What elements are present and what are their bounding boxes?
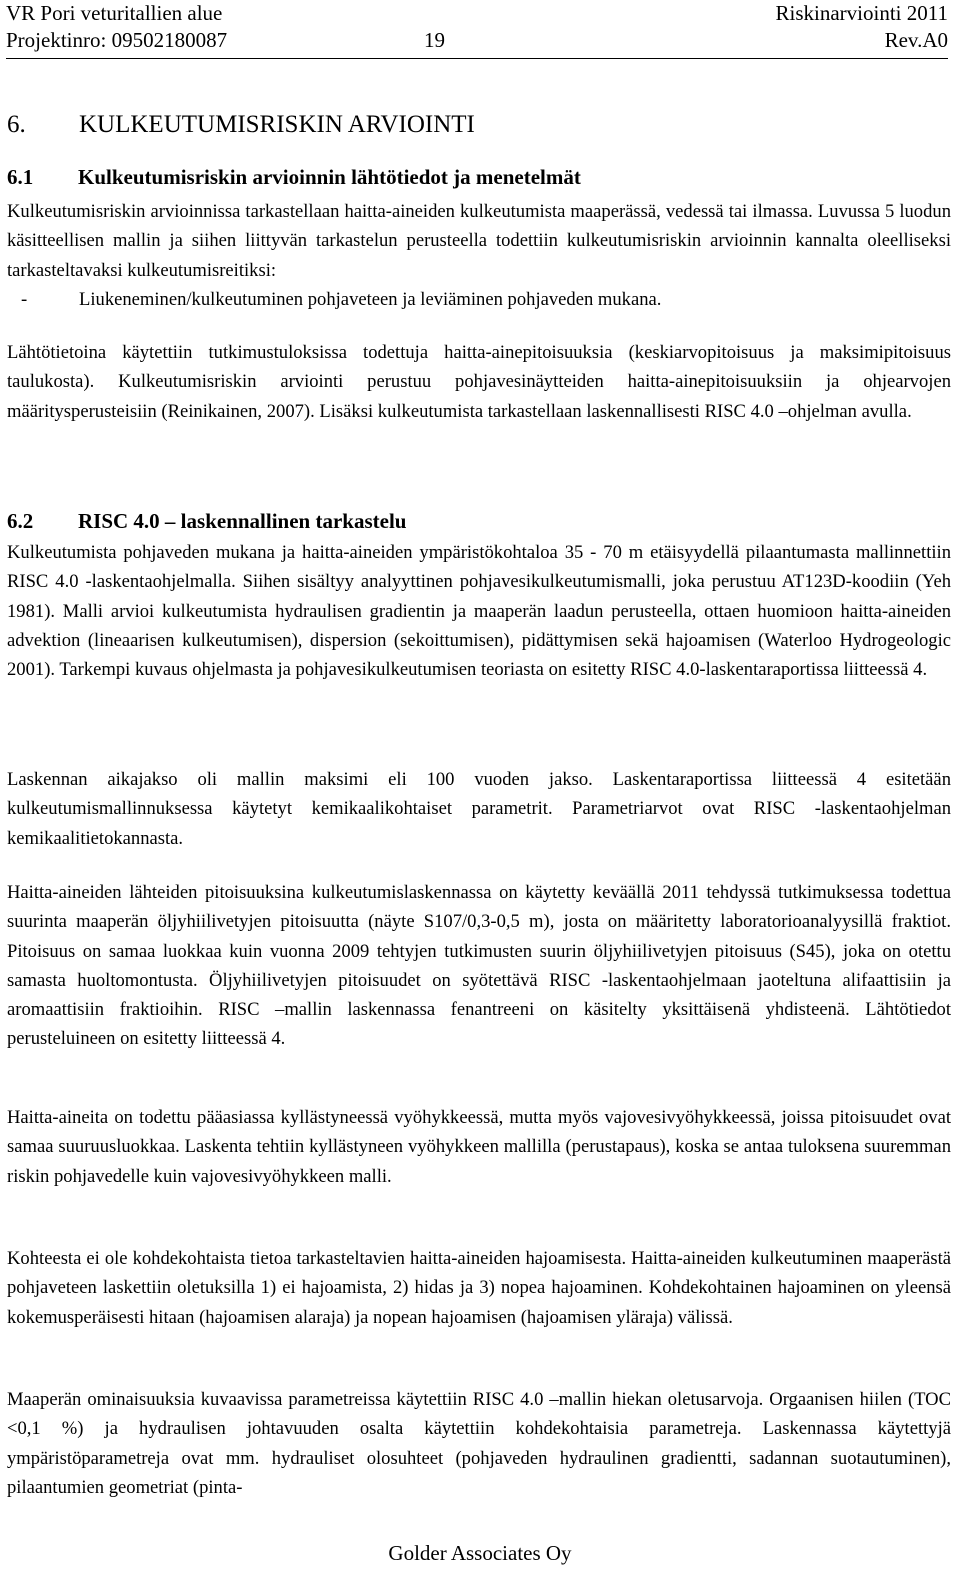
section-6-1-heading: [7, 164, 581, 190]
paragraph-degradation: Kohteesta ei ole kohdekohtaista tietoa tarkasteltavien haitta-aineiden hajoamisesta. Haitta-aineiden kulkeutuminen maaperästä pohjaveteen laskettiin oletuksilla 1) ei hajoamista, 2) hidas ja 3) nopea hajoaminen. Kohdekohtainen hajoaminen on yleensä kokemusperäisesti hitaan (hajoamisen alaraja) ja nopean hajoamisen (hajoamisen yläraja) välissä.: [7, 1248, 951, 1328]
paragraph-6-1-intro: Kulkeutumisriskin arvioinnissa tarkastellaan haitta-aineiden kulkeutumista maaperässä, vedessä tai ilmassa. Luvussa 5 luodun käsitteellisen mallin ja siihen liittyvän tarkastelun perusteella todettiin kulkeutumisriskin arvioinnin kannalta oleelliseksi tarkasteltavaksi kulkeutumisreitiksi:: [7, 201, 951, 281]
header-row-1: [6, 0, 948, 27]
paragraph-6-1-source-data: Lähtötietoina käytettiin tutkimustuloksissa todettuja haitta-ainepitoisuuksia (keskiarvopitoisuus ja maksimipitoisuus taulukosta). Kulkeutumisriskin arviointi perustuu pohjavesinäytteiden haitta-ainepitoisuuksiin ja ohjearvojen määritysperusteisiin (Reinikainen, 2007). Lisäksi kulkeutumista tarkastellaan laskennallisesti RISC 4.0 –ohjelman avulla.: [7, 342, 951, 422]
section-6-title: KULKEUTUMISRISKIN ARVIOINTI: [79, 111, 475, 138]
paragraph-time-period: Laskennan aikajakso oli mallin maksimi eli 100 vuoden jakso. Laskentaraportissa liitteessä 4 esitetään kulkeutumismallinnuksessa käytetyt kemikaalikohtaiset parametrit. Parametriarvot ovat RISC -laskentaohjelman kemikaalitietokannasta.: [7, 769, 951, 849]
paragraph-risc-model: Kulkeutumista pohjaveden mukana ja haitta-aineiden ympäristökohtaloa 35 - 70 m etäisyydellä pilaantumasta mallinnettiin RISC 4.0 -laskentaohjelmalla. Siihen sisältyy analyyttinen pohjavesikulkeutumismalli, joka perustuu AT123D-koodiin (Yeh 1981). Malli arvioi kulkeutumista hydraulisen gradientin ja maaperän laadun perusteella, ottaen huomioon haitta-aineiden advektion (lineaarisen kulkeutumisen), dispersion (sekoittumisen), pidättymisen sekä hajoamisen (Waterloo Hydrogeologic 2001). Tarkempi kuvaus ohjelmasta ja pohjavesikulkeutumisen teoriasta on esitetty RISC 4.0-laskentaraportissa liitteessä 4.: [7, 542, 951, 681]
bullet-dash: -: [21, 289, 28, 310]
page-number: 19: [424, 28, 445, 52]
section-6-2-title: RISC 4.0 – laskennallinen tarkastelu: [78, 509, 407, 533]
section-6-number: 6.: [7, 111, 26, 138]
bullet-text: Liukeneminen/kulkeutuminen pohjaveteen ja leviäminen pohjaveden mukana.: [79, 289, 662, 310]
page-footer: Golder Associates Oy: [388, 1541, 572, 1565]
paragraph-saturated-zone: Haitta-aineita on todettu pääasiassa kyllästyneessä vyöhykkeessä, mutta myös vajovesivyöhykkeessä, joissa pitoisuudet ovat samaa suuruusluokkaa. Laskenta tehtiin kyllästyneen vyöhykkeen mallilla (perustapaus), koska se antaa tuloksena suuremman riskin pohjavedelle kuin vajovesivyöhykkeen malli.: [7, 1107, 951, 1187]
section-6-heading: [7, 110, 475, 140]
site-name: VR Pori veturitallien alue: [6, 1, 223, 25]
project-number: Projektinro: 09502180087: [6, 28, 228, 52]
bullet-item: [7, 285, 951, 314]
section-6-2-number: 6.2: [7, 509, 34, 533]
revision: Rev.A0: [884, 28, 948, 52]
report-title: Riskinarviointi 2011: [775, 1, 948, 25]
section-6-2-heading: [7, 508, 406, 534]
paragraph-source-concentrations: Haitta-aineiden lähteiden pitoisuuksina kulkeutumislaskennassa on käytetty keväällä 2011 tehdyssä tutkimuksessa todettua suurinta maaperän öljyhiilivetyjen pitoisuutta (näyte S107/0,3-0,5 m), josta on määritetty laboratorioanalyysillä fraktiot. Pitoisuus on samaa luokkaa kuin vuonna 2009 tehtyjen tutkimusten suurin öljyhiilivetyjen pitoisuus (S45), joka on otettu samasta huoltomontusta. Öljyhiilivetyjen pitoisuudet on syötettävä RISC -laskentaohjelmaan jaoteltuna alifaattisiin ja aromaattisiin fraktioihin. RISC –mallin laskennassa fenantreeni on käsitelty yksittäisenä yhdisteenä. Lähtötiedot perusteluineen on esitetty liitteessä 4.: [7, 882, 951, 1050]
paragraph-soil-parameters: Maaperän ominaisuuksia kuvaavissa parametreissa käytettiin RISC 4.0 –mallin hiekan oletusarvoja. Orgaanisen hiilen (TOC <0,1 %) ja hydraulisen johtavuuden osalta käytettiin kohdekohtaisia parametreja. Laskennassa käytettyjä ympäristöparametreja ovat mm. hydrauliset olosuhteet (pohjaveden hydraulinen gradientti, sadannan suotautuminen), pilaantumien geometriat (pinta-: [7, 1389, 951, 1498]
header-divider: [6, 58, 948, 59]
page-header: [6, 0, 948, 54]
header-row-2: [6, 27, 948, 54]
section-6-1-title: Kulkeutumisriskin arvioinnin lähtötiedot ja menetelmät: [78, 165, 581, 189]
section-6-1-number: 6.1: [7, 165, 34, 189]
